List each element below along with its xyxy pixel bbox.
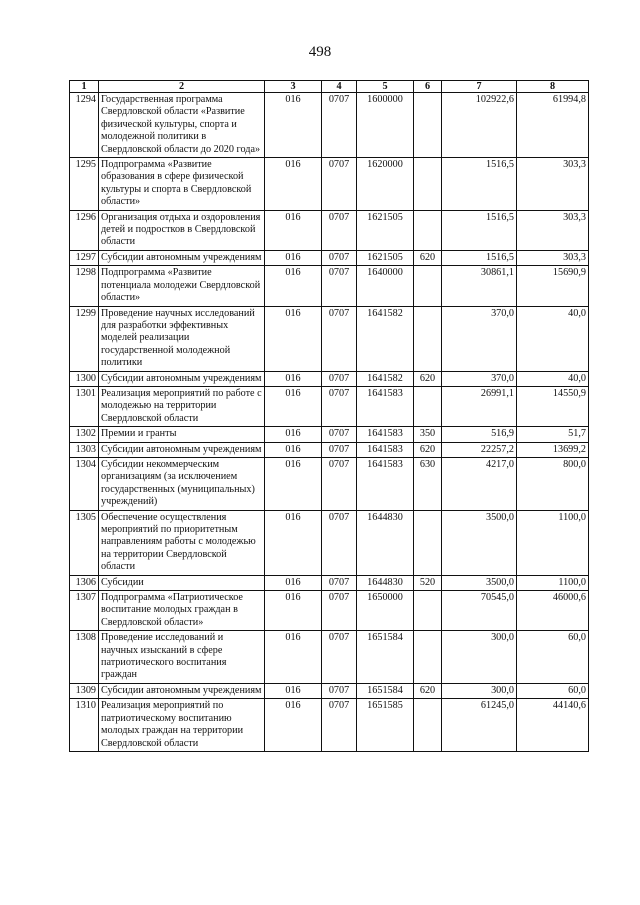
target-article-code: 1621505 — [357, 210, 414, 250]
target-article-code: 1651584 — [357, 631, 414, 684]
table-row — [70, 266, 589, 306]
expense-type-code: 630 — [414, 457, 442, 510]
row-number: 1308 — [70, 631, 99, 684]
target-article-code: 1641583 — [357, 442, 414, 457]
row-name: Субсидии автономным учреждениям — [99, 683, 265, 698]
amount-approved: 1516,5 — [442, 250, 517, 265]
expense-type-code — [414, 93, 442, 158]
ministry-code: 016 — [265, 591, 322, 631]
expense-type-code — [414, 631, 442, 684]
ministry-code: 016 — [265, 457, 322, 510]
amount-executed: 40,0 — [517, 306, 589, 371]
expense-type-code — [414, 510, 442, 575]
table-row — [70, 93, 589, 158]
table-row — [70, 306, 589, 371]
amount-executed: 40,0 — [517, 371, 589, 386]
row-number: 1303 — [70, 442, 99, 457]
amount-executed: 14550,9 — [517, 386, 589, 426]
column-header-7: 7 — [442, 81, 517, 93]
row-number: 1309 — [70, 683, 99, 698]
amount-approved: 3500,0 — [442, 510, 517, 575]
budget-table — [69, 80, 589, 752]
row-number: 1295 — [70, 158, 99, 211]
row-name: Подпрограмма «Патриотическое воспитание молодых граждан в Свердловской области» — [99, 591, 265, 631]
row-number: 1306 — [70, 575, 99, 590]
section-code: 0707 — [322, 631, 357, 684]
target-article-code: 1600000 — [357, 93, 414, 158]
amount-executed: 1100,0 — [517, 575, 589, 590]
section-code: 0707 — [322, 575, 357, 590]
ministry-code: 016 — [265, 427, 322, 442]
section-code: 0707 — [322, 510, 357, 575]
amount-approved: 102922,6 — [442, 93, 517, 158]
section-code: 0707 — [322, 442, 357, 457]
target-article-code: 1644830 — [357, 510, 414, 575]
target-article-code: 1641583 — [357, 386, 414, 426]
amount-approved: 1516,5 — [442, 210, 517, 250]
column-header-2: 2 — [99, 81, 265, 93]
table-row — [70, 442, 589, 457]
amount-executed: 44140,6 — [517, 699, 589, 752]
target-article-code: 1651585 — [357, 699, 414, 752]
amount-executed: 303,3 — [517, 250, 589, 265]
amount-approved: 3500,0 — [442, 575, 517, 590]
ministry-code: 016 — [265, 442, 322, 457]
amount-approved: 370,0 — [442, 306, 517, 371]
amount-approved: 300,0 — [442, 683, 517, 698]
target-article-code: 1641582 — [357, 306, 414, 371]
table-row — [70, 250, 589, 265]
amount-executed: 800,0 — [517, 457, 589, 510]
expense-type-code: 620 — [414, 371, 442, 386]
row-number: 1304 — [70, 457, 99, 510]
section-code: 0707 — [322, 266, 357, 306]
section-code: 0707 — [322, 386, 357, 426]
row-number: 1305 — [70, 510, 99, 575]
ministry-code: 016 — [265, 210, 322, 250]
target-article-code: 1620000 — [357, 158, 414, 211]
row-name: Государственная программа Свердловской области «Развитие физической культуры, спорта и молодежной политики в Свердловской области до 2020 года» — [99, 93, 265, 158]
row-name: Премии и гранты — [99, 427, 265, 442]
expense-type-code — [414, 266, 442, 306]
amount-approved: 30861,1 — [442, 266, 517, 306]
ministry-code: 016 — [265, 266, 322, 306]
table-row — [70, 510, 589, 575]
row-number: 1299 — [70, 306, 99, 371]
amount-approved: 370,0 — [442, 371, 517, 386]
section-code: 0707 — [322, 93, 357, 158]
amount-approved: 70545,0 — [442, 591, 517, 631]
row-name: Реализация мероприятий по патриотическому воспитанию молодых граждан на территории Свердловской области — [99, 699, 265, 752]
expense-type-code: 620 — [414, 250, 442, 265]
section-code: 0707 — [322, 306, 357, 371]
ministry-code: 016 — [265, 699, 322, 752]
expense-type-code: 620 — [414, 442, 442, 457]
expense-type-code: 620 — [414, 683, 442, 698]
amount-executed: 61994,8 — [517, 93, 589, 158]
amount-executed: 303,3 — [517, 158, 589, 211]
target-article-code: 1641582 — [357, 371, 414, 386]
amount-executed: 1100,0 — [517, 510, 589, 575]
section-code: 0707 — [322, 427, 357, 442]
target-article-code: 1644830 — [357, 575, 414, 590]
expense-type-code — [414, 699, 442, 752]
row-name: Субсидии автономным учреждениям — [99, 371, 265, 386]
row-name: Субсидии некоммерческим организациям (за исключением государственных (муниципальных) учреждений) — [99, 457, 265, 510]
section-code: 0707 — [322, 591, 357, 631]
row-number: 1294 — [70, 93, 99, 158]
ministry-code: 016 — [265, 250, 322, 265]
amount-approved: 4217,0 — [442, 457, 517, 510]
table-row — [70, 631, 589, 684]
table-row — [70, 683, 589, 698]
row-name: Субсидии автономным учреждениям — [99, 442, 265, 457]
column-header-5: 5 — [357, 81, 414, 93]
ministry-code: 016 — [265, 510, 322, 575]
amount-executed: 13699,2 — [517, 442, 589, 457]
expense-type-code: 350 — [414, 427, 442, 442]
row-number: 1296 — [70, 210, 99, 250]
target-article-code: 1651584 — [357, 683, 414, 698]
amount-approved: 61245,0 — [442, 699, 517, 752]
column-header-3: 3 — [265, 81, 322, 93]
page-number: 498 — [308, 44, 332, 60]
column-header-6: 6 — [414, 81, 442, 93]
header-row — [70, 81, 589, 93]
section-code: 0707 — [322, 457, 357, 510]
amount-executed: 60,0 — [517, 683, 589, 698]
ministry-code: 016 — [265, 683, 322, 698]
table-row — [70, 427, 589, 442]
row-name: Субсидии — [99, 575, 265, 590]
row-number: 1300 — [70, 371, 99, 386]
row-name: Подпрограмма «Развитие образования в сфере физической культуры и спорта в Свердловской области» — [99, 158, 265, 211]
row-number: 1298 — [70, 266, 99, 306]
ministry-code: 016 — [265, 93, 322, 158]
table-row — [70, 591, 589, 631]
amount-executed: 15690,9 — [517, 266, 589, 306]
amount-approved: 22257,2 — [442, 442, 517, 457]
table-row — [70, 386, 589, 426]
row-number: 1301 — [70, 386, 99, 426]
row-name: Субсидии автономным учреждениям — [99, 250, 265, 265]
table-row — [70, 699, 589, 752]
amount-approved: 516,9 — [442, 427, 517, 442]
amount-executed: 60,0 — [517, 631, 589, 684]
expense-type-code — [414, 386, 442, 426]
row-number: 1310 — [70, 699, 99, 752]
table-row — [70, 210, 589, 250]
row-name: Проведение исследований и научных изысканий в сфере патриотического воспитания граждан — [99, 631, 265, 684]
section-code: 0707 — [322, 158, 357, 211]
expense-type-code: 520 — [414, 575, 442, 590]
row-name: Обеспечение осуществления мероприятий по приоритетным направлениям работы с молодежью на территории Свердловской области — [99, 510, 265, 575]
expense-type-code — [414, 591, 442, 631]
table-body — [70, 93, 589, 752]
expense-type-code — [414, 306, 442, 371]
target-article-code: 1650000 — [357, 591, 414, 631]
ministry-code: 016 — [265, 386, 322, 426]
ministry-code: 016 — [265, 371, 322, 386]
table-row — [70, 575, 589, 590]
row-name: Организация отдыха и оздоровления детей и подростков в Свердловской области — [99, 210, 265, 250]
ministry-code: 016 — [265, 631, 322, 684]
expense-type-code — [414, 210, 442, 250]
row-name: Проведение научных исследований для разработки эффективных моделей реализации государственной молодежной политики — [99, 306, 265, 371]
table-row — [70, 158, 589, 211]
row-number: 1297 — [70, 250, 99, 265]
ministry-code: 016 — [265, 158, 322, 211]
target-article-code: 1640000 — [357, 266, 414, 306]
ministry-code: 016 — [265, 306, 322, 371]
amount-approved: 300,0 — [442, 631, 517, 684]
section-code: 0707 — [322, 210, 357, 250]
table-row — [70, 371, 589, 386]
section-code: 0707 — [322, 699, 357, 752]
row-number: 1302 — [70, 427, 99, 442]
amount-executed: 303,3 — [517, 210, 589, 250]
column-header-4: 4 — [322, 81, 357, 93]
section-code: 0707 — [322, 371, 357, 386]
target-article-code: 1641583 — [357, 427, 414, 442]
section-code: 0707 — [322, 683, 357, 698]
row-name: Подпрограмма «Развитие потенциала молодежи Свердловской области» — [99, 266, 265, 306]
target-article-code: 1641583 — [357, 457, 414, 510]
table-row — [70, 457, 589, 510]
target-article-code: 1621505 — [357, 250, 414, 265]
amount-approved: 1516,5 — [442, 158, 517, 211]
row-name: Реализация мероприятий по работе с молодежью на территории Свердловской области — [99, 386, 265, 426]
section-code: 0707 — [322, 250, 357, 265]
row-number: 1307 — [70, 591, 99, 631]
expense-type-code — [414, 158, 442, 211]
ministry-code: 016 — [265, 575, 322, 590]
column-header-8: 8 — [517, 81, 589, 93]
amount-executed: 51,7 — [517, 427, 589, 442]
column-header-1: 1 — [70, 81, 99, 93]
amount-executed: 46000,6 — [517, 591, 589, 631]
amount-approved: 26991,1 — [442, 386, 517, 426]
